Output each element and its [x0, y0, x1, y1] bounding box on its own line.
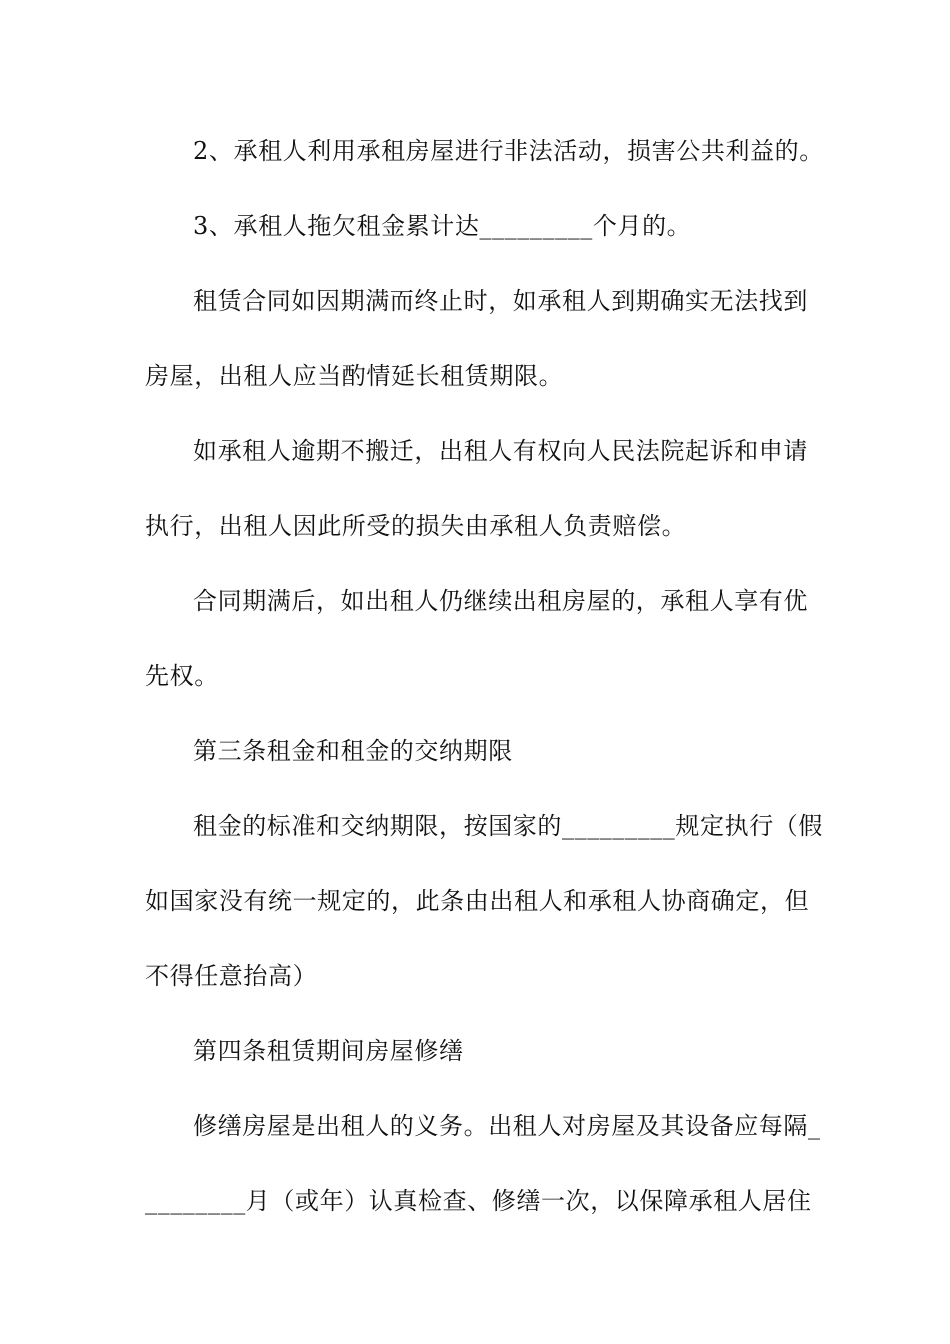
section-heading-article-4: 第四条租赁期间房屋修缮	[193, 1037, 464, 1065]
paragraph-line: 合同期满后，如出租人仍继续出租房屋的，承租人享有优	[193, 587, 808, 615]
paragraph-line: 先权。	[145, 662, 219, 690]
paragraph-line: ________月（或年）认真检查、修缮一次，以保障承租人居住	[145, 1187, 812, 1215]
paragraph-line: 如承租人逾期不搬迁，出租人有权向人民法院起诉和申请	[193, 437, 808, 465]
paragraph-line: 不得任意抬高）	[145, 962, 318, 990]
clause-item-3: 3、承租人拖欠租金累计达_________个月的。	[193, 212, 692, 240]
paragraph-line: 租赁合同如因期满而终止时，如承租人到期确实无法找到	[193, 287, 808, 315]
paragraph-line: 租金的标准和交纳期限，按国家的_________规定执行（假	[193, 812, 823, 840]
paragraph-line: 房屋，出租人应当酌情延长租赁期限。	[145, 362, 564, 390]
section-heading-article-3: 第三条租金和租金的交纳期限	[193, 737, 513, 765]
paragraph-line: 执行，出租人因此所受的损失由承租人负责赔偿。	[145, 512, 687, 540]
paragraph-line: 修缮房屋是出租人的义务。出租人对房屋及其设备应每隔_	[193, 1112, 821, 1140]
paragraph-line: 如国家没有统一规定的，此条由出租人和承租人协商确定，但	[145, 887, 810, 915]
clause-item-2: 2、承租人利用承租房屋进行非法活动，损害公共利益的。	[193, 137, 824, 165]
